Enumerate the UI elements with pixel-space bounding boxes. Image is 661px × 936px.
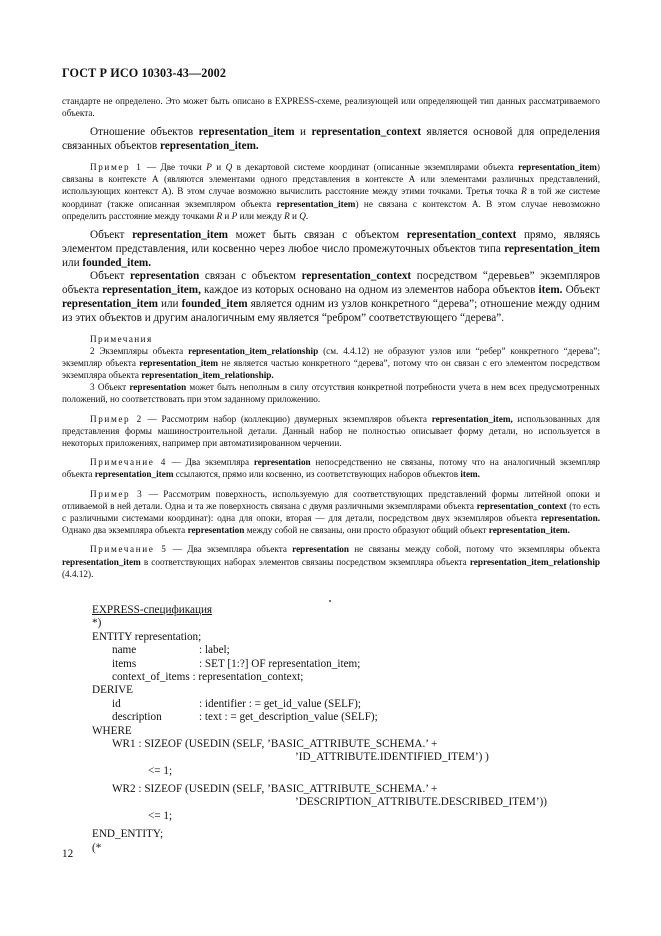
- paragraph-trees: Объект representation связан с объектом representation_context посредством “деревьев” экземпляров объекта representation_item, каждое из которых основано на одном из элементов набора объектов item. Объект representation_item или founded_item является одним из узлов конкретного “дерева”; отношение между одним из этих объектов и другим аналогичным ему является “ребром” соответствующего “дерева”.: [62, 270, 600, 324]
- code-text: name: [112, 644, 137, 657]
- code-text: *): [92, 617, 102, 630]
- code-text: WR2 : SIZEOF (USEDIN (SELF, ’BASIC_ATTRIBUTE_SCHEMA.’ +: [112, 783, 438, 796]
- code-line: [92, 617, 602, 630]
- code-text: END_ENTITY;: [92, 828, 164, 841]
- code-text: : label;: [199, 644, 230, 657]
- body-text: [62, 95, 600, 580]
- code-line: [92, 738, 602, 751]
- code-line: [92, 842, 602, 855]
- code-line: [92, 671, 602, 684]
- code-line: [92, 644, 602, 657]
- example-2: Пример 2 — Рассмотрим набор (коллекцию) двумерных экземпляров объекта representation_item, использованных для представления формы машиностроительной детали. Данный набор не полностью описывает форму детали, но используется в некоторых приложениях, например при автоматизированном черчении.: [62, 413, 600, 449]
- page-header: ГОСТ Р ИСО 10303-43—2002: [62, 66, 227, 80]
- stray-dot: [329, 600, 331, 602]
- paragraph-direct-link: Объект representation_item может быть связан с объектом representation_context прямо, являясь элементом представления, или косвенно через любое число промежуточных объектов типа representation_item или founded_item.: [62, 229, 601, 269]
- paragraph-continuation: стандарте не определено. Это может быть описано в EXPRESS-схеме, реализующей или определяющей тип данных рассматриваемого объекта.: [62, 96, 600, 119]
- code-line: [92, 658, 602, 671]
- code-line: [92, 751, 602, 764]
- page-number: 12: [62, 848, 74, 860]
- code-text: description: [112, 711, 162, 724]
- code-line: [92, 765, 602, 778]
- code-heading-row: [92, 604, 602, 617]
- code-line: [92, 810, 602, 823]
- code-text: <= 1;: [148, 764, 173, 777]
- code-text: WHERE: [92, 724, 132, 737]
- code-line: [92, 631, 602, 644]
- code-text: ’DESCRIPTION_ATTRIBUTE.DESCRIBED_ITEM’)): [295, 796, 548, 809]
- code-line: [92, 711, 602, 724]
- code-text: ENTITY representation;: [92, 630, 202, 643]
- code-text: id: [112, 697, 121, 710]
- code-heading: EXPRESS-спецификация: [92, 604, 213, 616]
- note-3: 3 Объект representation может быть неполным в силу отсутствия конкретной потребности учета в нем всех предусмотренных положений, но соответствовать при этом заданному приложению.: [62, 382, 600, 405]
- code-line: [92, 796, 602, 809]
- code-text: <= 1;: [148, 809, 173, 822]
- code-text: DERIVE: [92, 684, 134, 697]
- code-text: : identifier : = get_id_value (SELF);: [199, 697, 361, 710]
- code-line: [92, 828, 602, 841]
- code-line: [92, 698, 602, 711]
- code-text: : SET [1:?] OF representation_item;: [199, 657, 361, 670]
- code-text: : text : = get_description_value (SELF);: [199, 711, 378, 724]
- example-3: Пример 3 — Рассмотрим поверхность, используемую для соответствующих представлений формы литейной опоки и отливаемой в ней детали. Одна и та же поверхность связана с двумя различными экземплярами объекта representation_context (то есть с различными системами координат): одна для опоки, вторая — для детали, посредством двух экземпляров объекта representation. Однако два экземпляра объекта representation между собой не связаны, они просто образуют общий объект representation_item.: [62, 488, 600, 536]
- paragraph-relationship: Отношение объектов representation_item и representation_context является основой для определения связанных объектов representation_item.: [62, 126, 600, 153]
- code-text: (*: [92, 841, 102, 854]
- code-line: [92, 725, 602, 738]
- code-text: WR1 : SIZEOF (USEDIN (SELF, ’BASIC_ATTRIBUTE_SCHEMA.’ +: [112, 737, 438, 750]
- code-line: [92, 684, 602, 697]
- express-specification: [92, 604, 602, 855]
- notes-heading: Примечания: [90, 333, 153, 344]
- code-line: [92, 783, 602, 796]
- example-1: Пример 1 — Две точки P и Q в декартовой системе координат (описанные экземплярами объекта representation_item) связаны в контексте А (являются элементами одного представления в контексте А или элементами различных представлений, использующих контекст А). В этом случае возможно вычислить расстояние между этими точками. Третья точка R в той же системе координат (также описанная экземпляром объекта representation_item) не связана с контекстом А. В этом случае невозможно определить расстояние между точками R и P или между R и Q.: [62, 162, 600, 221]
- note-5: Примечание 5 — Два экземпляра объекта representation не связаны между собой, потому что экземпляры объекта representation_item в соответствующих наборах элементов связаны посредством экземпляра объекта representation_item_relationship (4.4.12).: [62, 544, 600, 579]
- note-2: 2 Экземпляры объекта representation_item_relationship (см. 4.4.12) не образуют узлов или “ребер” конкретного “дерева”; экземпляр объекта representation_item не является частью конкретного “дерева”, потому что он связан с его элементом посредством экземпляра объекта representation_item_relationship.: [62, 345, 601, 380]
- code-text: context_of_items : representation_context;: [112, 670, 304, 683]
- code-text: items: [112, 657, 137, 670]
- code-text: ’ID_ATTRIBUTE.IDENTIFIED_ITEM’) ): [295, 751, 489, 764]
- note-4: Примечание 4 — Два экземпляра representation непосредственно не связаны, потому что на аналогичный экземпляр объекта representation_item ссылаются, прямо или косвенно, из соответствующих наборов объектов item.: [62, 457, 600, 480]
